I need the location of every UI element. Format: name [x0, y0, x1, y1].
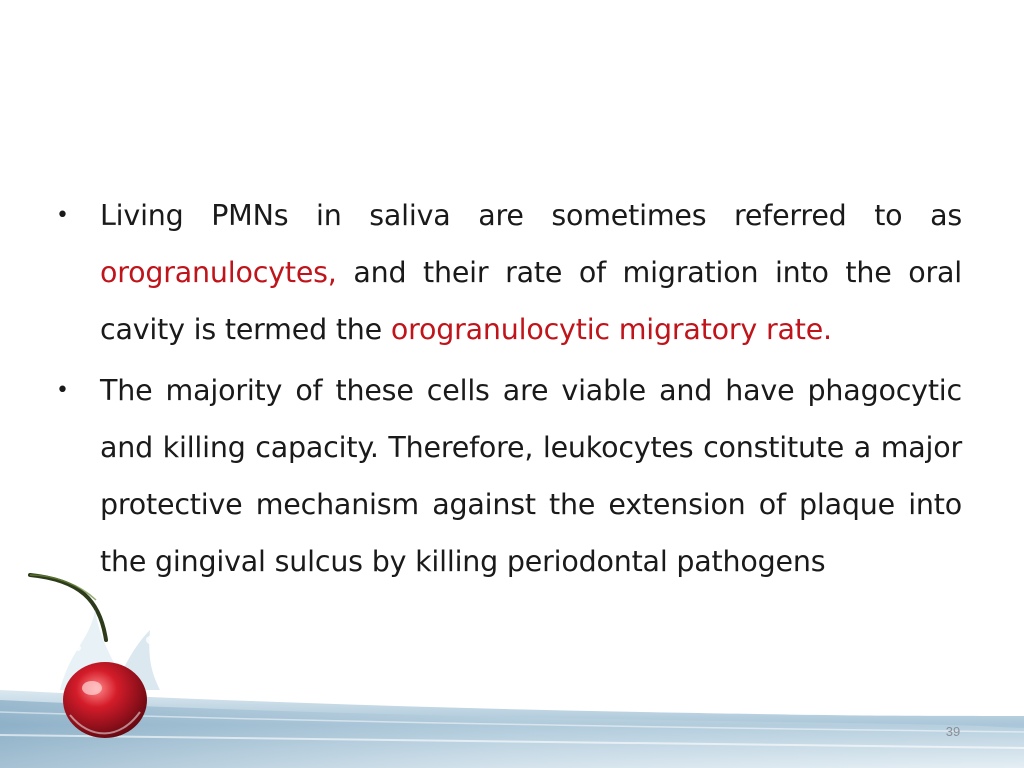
- bullet-dot: •: [56, 203, 69, 228]
- highlight-term: orogranulocytes,: [100, 256, 337, 289]
- bullet-text: and their rate of migration into the oral cavity is termed the: [100, 256, 962, 346]
- bullet-text: Living PMNs in saliva are sometimes referred to as: [100, 199, 962, 232]
- bullet-dot: •: [56, 378, 69, 403]
- bullet-text: The majority of these cells are viable and have phagocytic and killing capacity. Therefore, leukocytes constitute a major protective mechanism against the extension of plaque into the gingival sulcus by killing periodontal pathogens: [100, 374, 962, 578]
- bullet-list: [56, 187, 962, 594]
- bullet-item: [56, 362, 962, 590]
- bullet-item: [56, 187, 962, 358]
- page-number: 39: [945, 724, 961, 739]
- highlight-term: orogranulocytic migratory rate.: [390, 313, 832, 346]
